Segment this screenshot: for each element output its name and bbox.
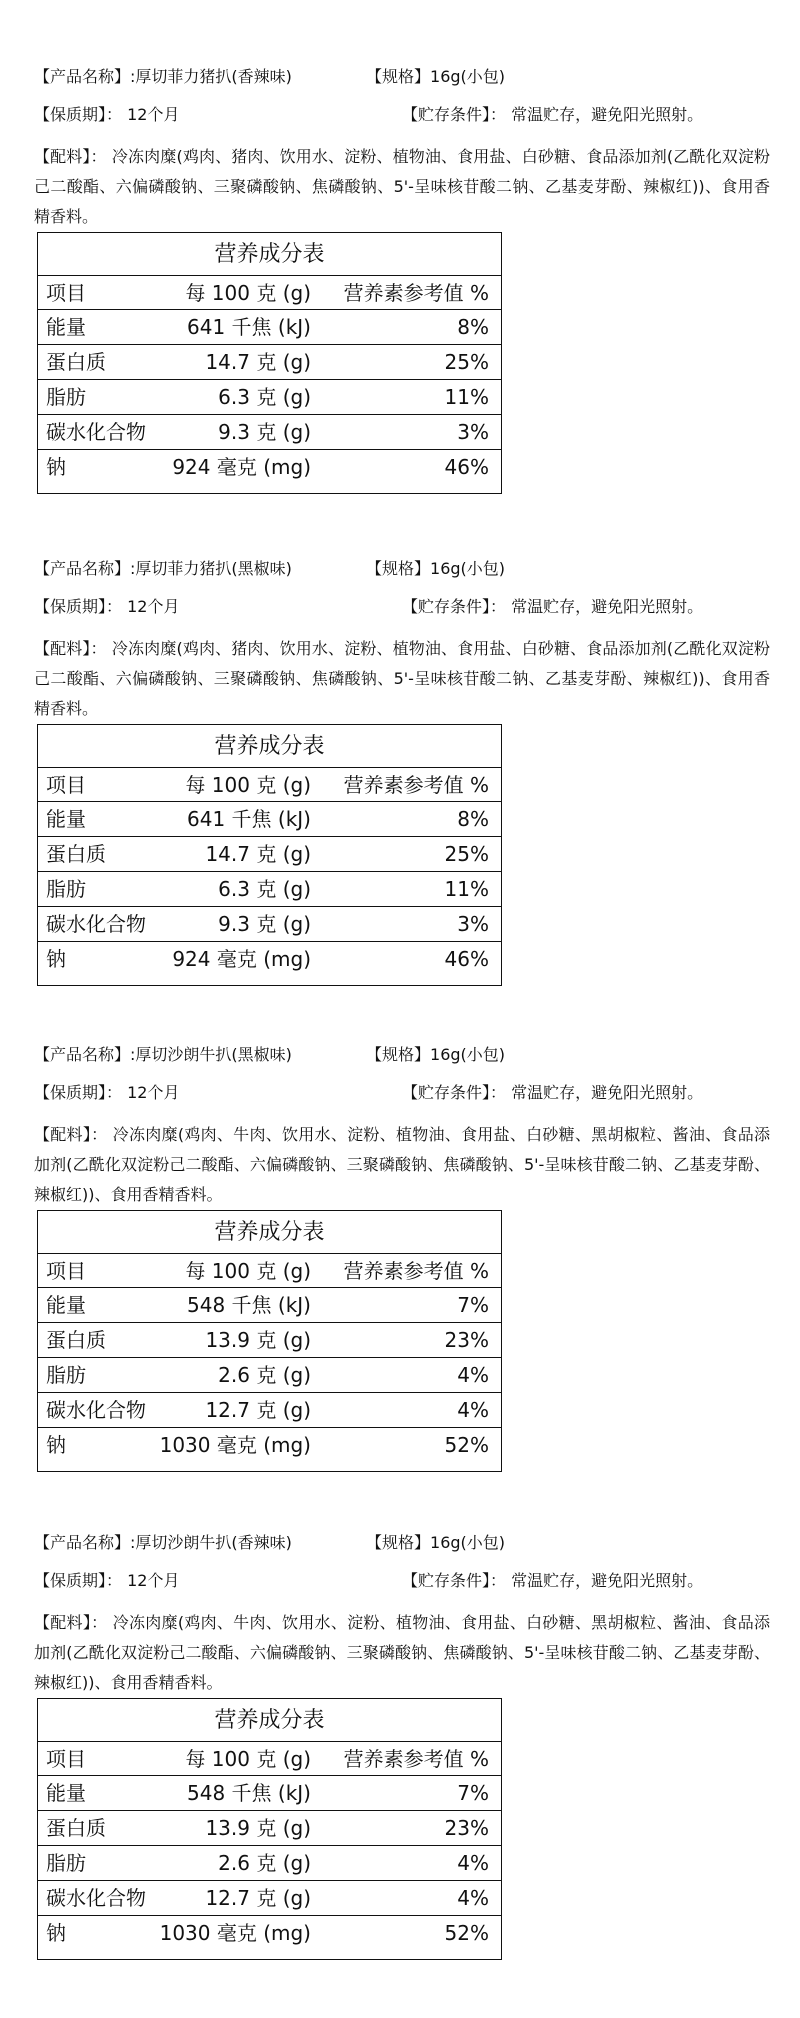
- nutrient-name: 脂肪: [46, 1363, 86, 1387]
- nutrition-table-title: 营养成分表: [38, 1211, 501, 1254]
- nutrient-nrv: 8%: [457, 315, 489, 339]
- nutrient-name: 脂肪: [46, 385, 86, 409]
- nutrient-name: 脂肪: [46, 1851, 86, 1875]
- nutrient-name: 能量: [46, 807, 86, 831]
- nutrient-amount: 924 毫克 (mg): [172, 947, 311, 971]
- nutrient-amount: 641 千焦 (kJ): [187, 807, 311, 831]
- nutrient-nrv: 11%: [444, 385, 489, 409]
- spec-field: 【规格】16g(小包): [366, 67, 506, 86]
- nutrient-name: 蛋白质: [46, 1328, 106, 1352]
- header-per100: 每 100 克 (g): [185, 1747, 311, 1771]
- nutrition-row: [38, 310, 501, 345]
- nutrient-nrv: 4%: [457, 1363, 489, 1387]
- header-per100: 每 100 克 (g): [185, 773, 311, 797]
- nutrient-nrv: 25%: [444, 842, 489, 866]
- nutrition-table-title: 营养成分表: [38, 725, 501, 768]
- nutrient-nrv: 4%: [457, 1398, 489, 1422]
- nutrient-nrv: 23%: [444, 1328, 489, 1352]
- nutrition-row: [38, 1776, 501, 1811]
- storage-field: 【贮存条件】： 常温贮存，避免阳光照射。: [402, 1571, 704, 1590]
- nutrient-amount: 13.9 克 (g): [205, 1816, 311, 1840]
- product-block-1: [0, 62, 800, 552]
- nutrition-row: [38, 837, 501, 872]
- nutrient-amount: 1030 毫克 (mg): [159, 1433, 311, 1457]
- nutrition-header-row: [38, 1254, 501, 1288]
- shelf-storage-row: [0, 592, 800, 622]
- header-item: 项目: [46, 1747, 86, 1771]
- nutrient-name: 钠: [46, 1921, 66, 1945]
- nutrition-row: [38, 942, 501, 977]
- nutrient-nrv: 4%: [457, 1886, 489, 1910]
- nutrient-nrv: 52%: [444, 1921, 489, 1945]
- nutrient-amount: 14.7 克 (g): [205, 842, 311, 866]
- spec-field: 【规格】16g(小包): [366, 1533, 506, 1552]
- storage-field: 【贮存条件】： 常温贮存，避免阳光照射。: [402, 597, 704, 616]
- shelf-storage-row: [0, 100, 800, 130]
- nutrient-nrv: 11%: [444, 877, 489, 901]
- nutrition-row: [38, 450, 501, 485]
- nutrition-row: [38, 1846, 501, 1881]
- nutrition-row: [38, 802, 501, 837]
- product-name-field: 【产品名称】:厚切菲力猪扒(黑椒味): [34, 559, 292, 578]
- nutrition-row: [38, 1881, 501, 1916]
- ingredients-text: 【配料】： 冷冻肉糜(鸡肉、猪肉、饮用水、淀粉、植物油、食用盐、白砂糖、食品添加剂(乙酰化双淀粉己二酸酯、六偏磷酸钠、三聚磷酸钠、焦磷酸钠、5'-呈味核苷酸二钠、乙基麦芽酚、辣椒红))、食用香精香料。: [34, 147, 770, 226]
- nutrient-amount: 14.7 克 (g): [205, 350, 311, 374]
- shelf-life-field: 【保质期】： 12个月: [34, 105, 180, 124]
- nutrient-name: 能量: [46, 1781, 86, 1805]
- nutrition-table: [37, 1210, 502, 1472]
- header-item: 项目: [46, 773, 86, 797]
- nutrient-name: 蛋白质: [46, 842, 106, 866]
- nutrient-name: 钠: [46, 947, 66, 971]
- nutrient-nrv: 4%: [457, 1851, 489, 1875]
- header-item: 项目: [46, 281, 86, 305]
- shelf-life-field: 【保质期】： 12个月: [34, 1571, 180, 1590]
- nutrient-amount: 9.3 克 (g): [218, 912, 311, 936]
- nutrient-amount: 548 千焦 (kJ): [187, 1293, 311, 1317]
- nutrition-row: [38, 907, 501, 942]
- spec-field: 【规格】16g(小包): [366, 559, 506, 578]
- nutrient-name: 钠: [46, 1433, 66, 1457]
- product-header-row: [0, 554, 800, 584]
- nutrient-nrv: 46%: [444, 947, 489, 971]
- nutrition-row: [38, 415, 501, 450]
- ingredients-text: 【配料】： 冷冻肉糜(鸡肉、牛肉、饮用水、淀粉、植物油、食用盐、白砂糖、黑胡椒粒、酱油、食品添加剂(乙酰化双淀粉己二酸酯、六偏磷酸钠、三聚磷酸钠、焦磷酸钠、5'-呈味核苷酸二钠、乙基麦芽酚、辣椒红))、食用香精香料。: [34, 1125, 770, 1204]
- product-name-field: 【产品名称】:厚切沙朗牛扒(黑椒味): [34, 1045, 292, 1064]
- nutrient-amount: 13.9 克 (g): [205, 1328, 311, 1352]
- storage-field: 【贮存条件】： 常温贮存，避免阳光照射。: [402, 105, 704, 124]
- nutrient-amount: 9.3 克 (g): [218, 420, 311, 444]
- nutrient-amount: 2.6 克 (g): [218, 1851, 311, 1875]
- nutrient-amount: 1030 毫克 (mg): [159, 1921, 311, 1945]
- product-name-field: 【产品名称】:厚切沙朗牛扒(香辣味): [34, 1533, 292, 1552]
- nutrient-nrv: 3%: [457, 420, 489, 444]
- nutrient-name: 蛋白质: [46, 350, 106, 374]
- nutrient-nrv: 8%: [457, 807, 489, 831]
- storage-field: 【贮存条件】： 常温贮存，避免阳光照射。: [402, 1083, 704, 1102]
- nutrient-amount: 12.7 克 (g): [205, 1886, 311, 1910]
- nutrition-header-row: [38, 768, 501, 802]
- nutrient-name: 脂肪: [46, 877, 86, 901]
- nutrient-nrv: 25%: [444, 350, 489, 374]
- header-nrv: 营养素参考值 %: [343, 281, 489, 305]
- product-block-2: [0, 554, 800, 1044]
- nutrient-name: 能量: [46, 315, 86, 339]
- nutrient-name: 能量: [46, 1293, 86, 1317]
- nutrient-name: 碳水化合物: [46, 912, 146, 936]
- nutrient-nrv: 23%: [444, 1816, 489, 1840]
- nutrition-table: [37, 724, 502, 986]
- nutrition-header-row: [38, 276, 501, 310]
- nutrient-amount: 6.3 克 (g): [218, 385, 311, 409]
- nutrient-amount: 924 毫克 (mg): [172, 455, 311, 479]
- shelf-storage-row: [0, 1078, 800, 1108]
- product-name-field: 【产品名称】:厚切菲力猪扒(香辣味): [34, 67, 292, 86]
- shelf-storage-row: [0, 1566, 800, 1596]
- header-per100: 每 100 克 (g): [185, 281, 311, 305]
- nutrition-table: [37, 1698, 502, 1960]
- nutrient-name: 碳水化合物: [46, 420, 146, 444]
- nutrient-name: 蛋白质: [46, 1816, 106, 1840]
- nutrition-table: [37, 232, 502, 494]
- header-item: 项目: [46, 1259, 86, 1283]
- nutrition-row: [38, 1916, 501, 1951]
- nutrient-amount: 12.7 克 (g): [205, 1398, 311, 1422]
- product-header-row: [0, 1528, 800, 1558]
- header-nrv: 营养素参考值 %: [343, 773, 489, 797]
- product-block-3: [0, 1040, 800, 1530]
- nutrition-header-row: [38, 1742, 501, 1776]
- nutrition-table-title: 营养成分表: [38, 233, 501, 276]
- shelf-life-field: 【保质期】： 12个月: [34, 597, 180, 616]
- shelf-life-field: 【保质期】： 12个月: [34, 1083, 180, 1102]
- nutrient-name: 碳水化合物: [46, 1398, 146, 1422]
- nutrient-nrv: 52%: [444, 1433, 489, 1457]
- product-header-row: [0, 62, 800, 92]
- nutrition-table-title: 营养成分表: [38, 1699, 501, 1742]
- nutrient-nrv: 7%: [457, 1293, 489, 1317]
- spec-field: 【规格】16g(小包): [366, 1045, 506, 1064]
- nutrition-row: [38, 872, 501, 907]
- header-nrv: 营养素参考值 %: [343, 1259, 489, 1283]
- nutrition-row: [38, 1428, 501, 1463]
- nutrition-row: [38, 1393, 501, 1428]
- ingredients-text: 【配料】： 冷冻肉糜(鸡肉、牛肉、饮用水、淀粉、植物油、食用盐、白砂糖、黑胡椒粒、酱油、食品添加剂(乙酰化双淀粉己二酸酯、六偏磷酸钠、三聚磷酸钠、焦磷酸钠、5'-呈味核苷酸二钠、乙基麦芽酚、辣椒红))、食用香精香料。: [34, 1613, 770, 1692]
- nutrient-amount: 2.6 克 (g): [218, 1363, 311, 1387]
- nutrition-row: [38, 1358, 501, 1393]
- product-block-4: [0, 1528, 800, 2018]
- nutrient-nrv: 7%: [457, 1781, 489, 1805]
- ingredients-text: 【配料】： 冷冻肉糜(鸡肉、猪肉、饮用水、淀粉、植物油、食用盐、白砂糖、食品添加剂(乙酰化双淀粉己二酸酯、六偏磷酸钠、三聚磷酸钠、焦磷酸钠、5'-呈味核苷酸二钠、乙基麦芽酚、辣椒红))、食用香精香料。: [34, 639, 770, 718]
- nutrition-row: [38, 1811, 501, 1846]
- nutrition-row: [38, 1323, 501, 1358]
- nutrient-nrv: 46%: [444, 455, 489, 479]
- nutrient-amount: 641 千焦 (kJ): [187, 315, 311, 339]
- header-nrv: 营养素参考值 %: [343, 1747, 489, 1771]
- nutrition-row: [38, 1288, 501, 1323]
- nutrient-name: 钠: [46, 455, 66, 479]
- header-per100: 每 100 克 (g): [185, 1259, 311, 1283]
- nutrition-row: [38, 380, 501, 415]
- nutrition-row: [38, 345, 501, 380]
- nutrient-amount: 548 千焦 (kJ): [187, 1781, 311, 1805]
- product-header-row: [0, 1040, 800, 1070]
- nutrient-nrv: 3%: [457, 912, 489, 936]
- nutrient-amount: 6.3 克 (g): [218, 877, 311, 901]
- nutrient-name: 碳水化合物: [46, 1886, 146, 1910]
